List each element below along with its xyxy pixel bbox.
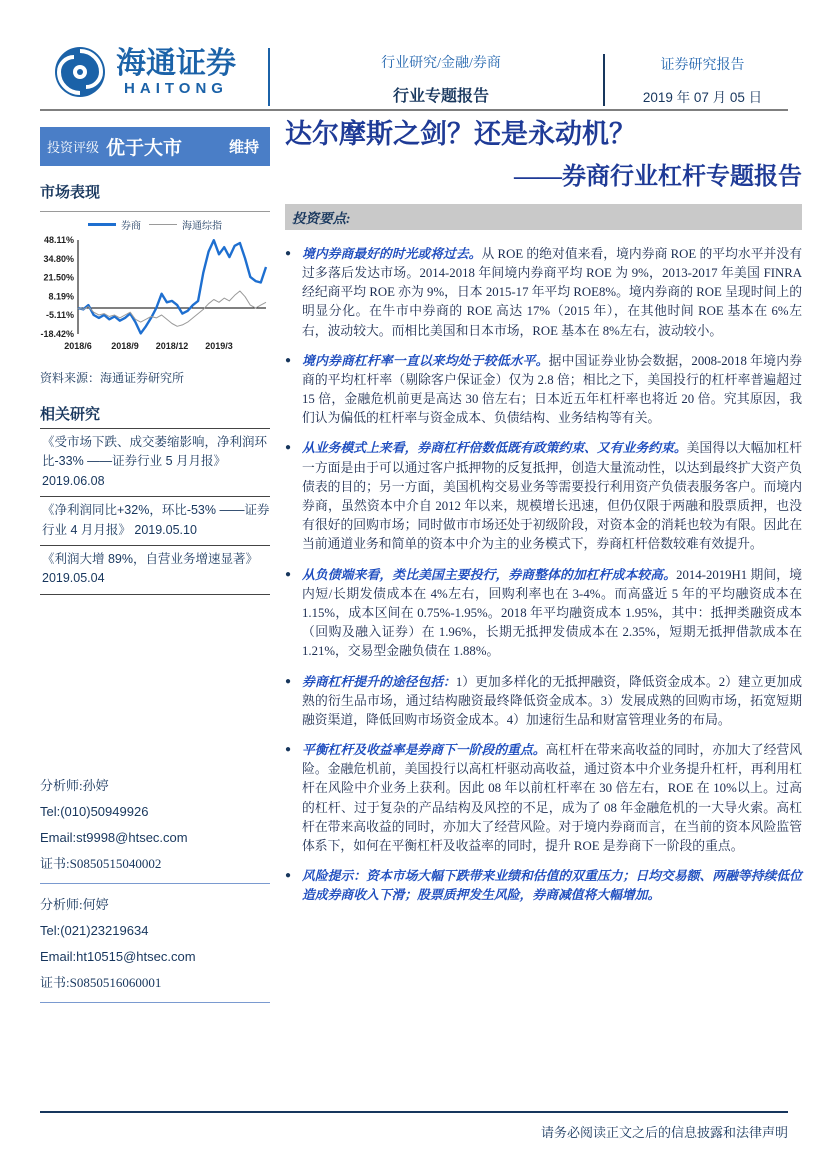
x-axis-tick-label: 2018/6 [64, 341, 92, 351]
index-series-line [78, 291, 266, 326]
bullet-point [285, 741, 802, 856]
report-type: 行业专题报告 [392, 88, 489, 105]
bullet-body: 美国得以大幅加杠杆一方面是由于可以通过客户抵押物的反复抵押，创造大量流动性，以达到最终扩大资产负债表的目的；另一方面，美国机构交易业务等需要投行利用资产负债表服务客户。而境内券商，虽然资本中介自 2012 年以来，规模增长迅速，但仍仅限于两融和股票质押，也没有很好的回购市场；同时做市市场还处于初级阶段，对资本金的消耗也较为有限。因此在当前通道业务和简单的资本中介为主的业务模式下，券商杠杆倍数较难有效提升。 [302, 441, 803, 552]
bullet-point [285, 867, 802, 905]
page-footer [40, 1111, 788, 1141]
report-category: 行业研究/金融/券商 [381, 56, 501, 71]
header-divider-left [268, 48, 270, 106]
company-logo [54, 46, 236, 98]
bullet-text [302, 741, 802, 856]
broker-series-line [78, 240, 266, 333]
bullet-point [285, 352, 802, 429]
related-research-item: 《受市场下跌、成交萎缩影响，净利润环比-33% ——证券行业 5 月月报》 2019.06.08 [40, 429, 270, 497]
legend-broker-label: 券商 [121, 221, 141, 232]
header-right [617, 54, 788, 106]
rating-value: 优于大市 [106, 138, 183, 159]
rating-status: 维持 [228, 140, 259, 156]
bullet-lead: 境内券商杠杆率一直以来均处于较低水平。 [302, 353, 549, 368]
analyst-tel: Tel:(021)23219634 [40, 922, 149, 938]
report-header [40, 0, 788, 111]
bullet-body: 从 ROE 的绝对值来看，境内券商 ROE 的平均水平并没有过多落后发达市场。2014-2018 年间境内券商平均 ROE 为 9%，2013-2017 年美国 FINRA 经纪商平均 ROE 亦为 9%，日本 2015-17 年平均 ROE8%。境内券商的 ROE 呈现时间上的明显分化。在牛市中券商的 ROE 高达 17%（2015 年），在其他时间 ROE 基本在 6%左右，波动较大。而相比美国和日本市场，ROE 基本在 8%左右，波动较小。 [302, 246, 802, 338]
data-source: 资料来源：海通证券研究所 [40, 371, 185, 385]
bullet-body: 1）更加多样化的无抵押融资，降低资金成本。2）建立更加成熟的衍生品市场，通过结构融资最终降低资金成本。3）发展成熟的回购市场，拓宽短期融资渠道，降低回购市场资金成本。4）加速衍生品和财富管理业务的布局。 [302, 674, 803, 727]
y-axis-tick-label: -18.42% [40, 329, 74, 339]
legend-item-index [149, 217, 222, 232]
logo-name-en: HAITONG [124, 80, 228, 97]
bullet-point [285, 439, 802, 554]
footer-disclaimer: 请务必阅读正文之后的信息披露和法律声明 [540, 1125, 788, 1140]
report-label: 证券研究报告 [660, 58, 745, 73]
bullet-point [285, 673, 802, 731]
analyst-block [40, 773, 270, 884]
bullet-dot: ● [285, 675, 292, 687]
key-points-header: 投资要点: [285, 204, 802, 230]
bullet-lead: 境内券商最好的时光或将过去。 [302, 246, 482, 261]
analyst-email: Email:st9998@htsec.com [40, 829, 188, 845]
bullet-text [302, 352, 802, 429]
bullet-text [302, 439, 802, 554]
report-date: 2019 年 07 月 05 日 [642, 90, 763, 105]
bullet-dot: ● [285, 442, 292, 454]
bullet-list [285, 245, 802, 906]
y-axis-tick-label: 34.80% [43, 253, 74, 264]
header-center [282, 52, 600, 106]
bullet-text [302, 867, 802, 905]
bullet-lead: 风险提示： [302, 869, 367, 884]
related-research-item: 《利润大增 89%，自营业务增速显著》 2019.05.04 [40, 546, 270, 595]
analyst-cert: 证书:S0850516060001 [40, 974, 162, 990]
chart-legend [40, 217, 270, 232]
analyst-name: 分析师:何婷 [40, 896, 109, 912]
bullet-body: 2014-2019H1 期间，境内短/长期发债成本在 4%左右，回购利率也在 3-4%。而高盛近 5 年的平均融资成本在 1.15%，成本区间在 0.75%-1.95%。2018 年平均融资成本 1.95%，其中：抵押类融资成本（回购及融入证券）在 1.96%，长期无抵押发债成本在 2.35%，短期无抵押借款成本在 1.21%，交易型金融负债在 1.88%。 [302, 567, 802, 659]
related-list [40, 429, 270, 595]
bullet-lead: 从业务模式上来看，券商杠杆倍数低既有政策约束、又有业务约束。 [302, 441, 687, 456]
investment-rating-bar [40, 127, 270, 166]
logo-name-cn: 海通证券 [116, 47, 236, 80]
bullet-text [302, 245, 802, 341]
bullet-text [302, 566, 802, 662]
x-axis-tick-label: 2018/9 [111, 341, 139, 351]
analyst-tel: Tel:(010)50949926 [40, 803, 149, 819]
rating-label: 投资评级 [47, 140, 100, 155]
report-title-line2: ——券商行业杠杆专题报告 [514, 163, 802, 190]
analyst-block [40, 892, 270, 1003]
x-axis-tick-label: 2019/3 [205, 341, 233, 351]
y-axis-tick-label: -5.11% [45, 310, 74, 321]
analyst-list [40, 773, 270, 1003]
bullet-body: 高杠杆在带来高收益的同时，亦加大了经营风险。金融危机前，美国投行以高杠杆驱动高收益，通过资本中介业务提升杠杆，再利用杠杆在风险中介业务上获利。因此 08 年以前杠杆率在 30 倍左右，ROE 在 10%以上。过高的杠杆、过于复杂的产品结构及风控的不足，成为了 08 年金融危机的一大导火索。高杠杆在带来高收益的同时，亦加大了经营风险。对于境内券商而言，在当前的资本风险监管体系下，如何在平衡杠杆及收益率的同时，提升 ROE 是券商下一阶段的重点。 [302, 743, 803, 853]
bullet-text [302, 673, 802, 731]
bullet-dot: ● [285, 870, 292, 882]
main-content [285, 118, 802, 917]
analyst-email: Email:ht10515@htsec.com [40, 948, 196, 964]
market-chart-svg [40, 232, 270, 356]
bullet-dot: ● [285, 354, 292, 366]
analyst-cert: 证书:S0850515040002 [40, 855, 162, 871]
bullet-dot: ● [285, 568, 292, 580]
market-performance-title: 市场表现 [40, 185, 101, 201]
bullet-lead: 从负债端来看，类比美国主要投行，券商整体的加杠杆成本较高。 [302, 567, 677, 582]
y-axis-tick-label: 8.19% [48, 291, 74, 302]
bullet-point [285, 245, 802, 341]
header-divider-right [603, 54, 605, 106]
broker-line-swatch [88, 223, 116, 226]
market-performance-chart [40, 211, 270, 361]
haitong-logo-icon [54, 46, 106, 98]
logo-text [116, 47, 236, 97]
bullet-lead: 平衡杠杆及收益率是券商下一阶段的重点。 [302, 743, 546, 758]
y-axis-tick-label: 48.11% [43, 235, 74, 245]
x-axis-tick-label: 2018/12 [155, 341, 189, 351]
sidebar [40, 127, 270, 1011]
bullet-lead: 券商杠杆提升的途径包括： [302, 674, 456, 689]
analyst-name: 分析师:孙婷 [40, 777, 109, 793]
index-line-swatch [149, 224, 177, 225]
y-axis-tick-label: 21.50% [43, 272, 74, 283]
bullet-point [285, 566, 802, 662]
bullet-body: 资本市场大幅下跌带来业绩和估值的双重压力；日均交易额、两融等持续低位造成券商收入下滑；股票质押发生风险，券商减值将大幅增加。 [302, 869, 803, 903]
legend-item-broker [88, 217, 141, 232]
bullet-dot: ● [285, 744, 292, 756]
bullet-dot: ● [285, 247, 292, 259]
report-title-line1: 达尔摩斯之剑？还是永动机？ [285, 119, 636, 149]
related-research-title: 相关研究 [40, 403, 270, 429]
legend-index-label: 海通综指 [182, 221, 222, 232]
bullet-body: 据中国证券业协会数据，2008-2018 年境内券商的平均杠杆率（剔除客户保证金）仅为 2.8 倍；相比之下，美国投行的杠杆率普遍超过 15 倍，金融危机前更是高达 30 倍左右；日本近五年杠杆率也将近 20 倍。究其原因，我们认为偏低的杠杆率与资金成本、负债结构、业务结构等有关。 [302, 353, 802, 426]
related-research-item: 《净利润同比+32%，环比-53% ——证券行业 4 月月报》 2019.05.10 [40, 497, 270, 546]
